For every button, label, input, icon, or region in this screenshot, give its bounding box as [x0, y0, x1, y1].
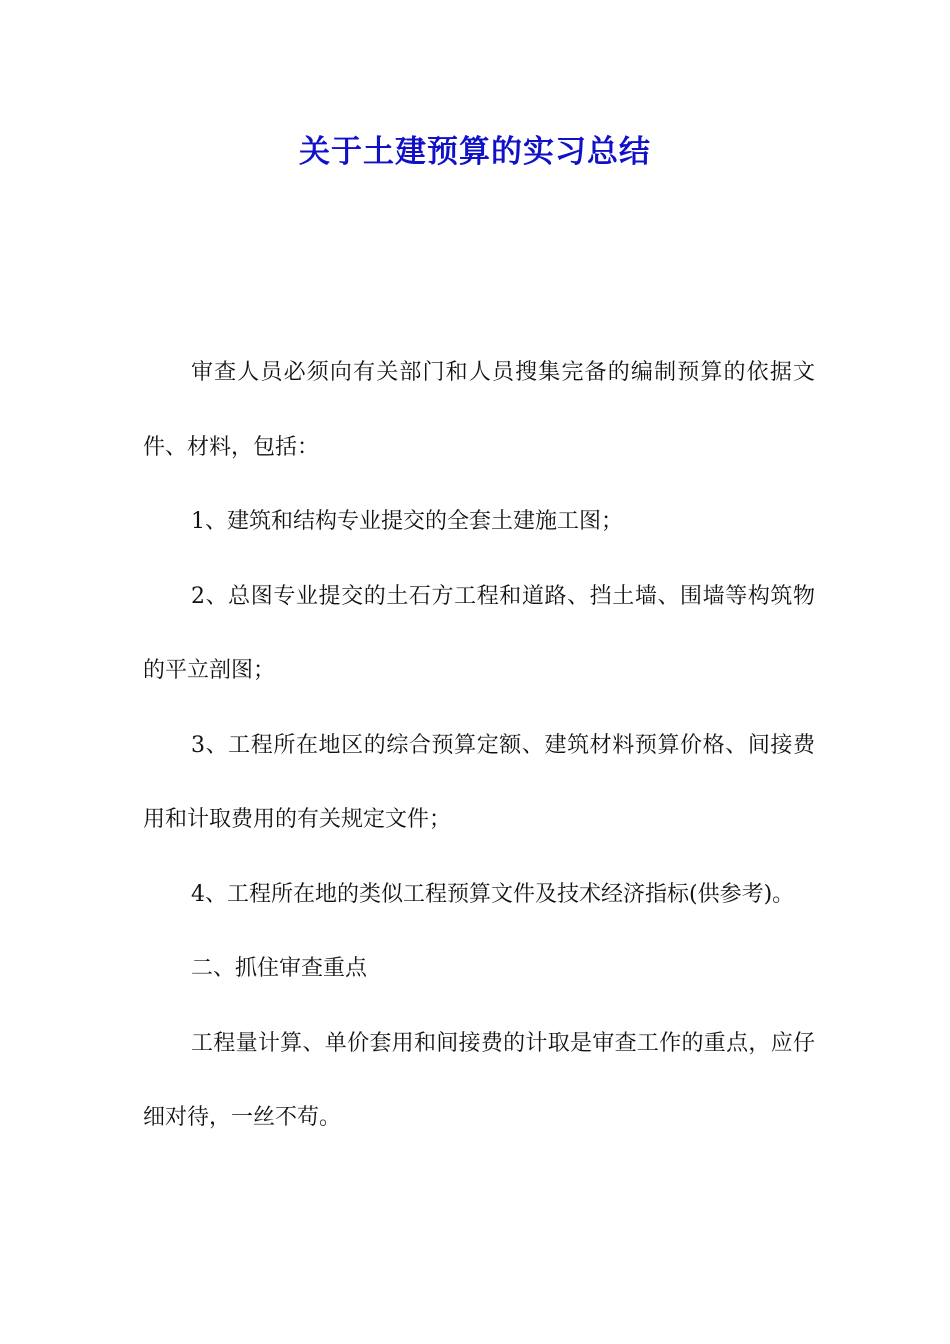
paragraph-item-4: 4、工程所在地的类似工程预算文件及技术经济指标(供参考)。	[191, 881, 795, 907]
document-title: 关于土建预算的实习总结	[299, 134, 651, 170]
section-heading-2: 二、抓住审查重点	[191, 956, 368, 981]
paragraph-item-3: 3、工程所在地区的综合预算定额、建筑材料预算价格、间接费用和计取费用的有关规定文件；	[143, 732, 815, 832]
paragraph-intro: 审查人员必须向有关部门和人员搜集完备的编制预算的依据文件、材料，包括：	[143, 360, 815, 460]
paragraph-review-focus: 工程量计算、单价套用和间接费的计取是审查工作的重点，应仔细对待，一丝不苟。	[143, 1030, 815, 1130]
paragraph-item-2: 2、总图专业提交的土石方工程和道路、挡土墙、围墙等构筑物的平立剖图；	[143, 583, 815, 683]
document-body	[143, 336, 815, 1156]
paragraph-item-1: 1、建筑和结构专业提交的全套土建施工图；	[191, 509, 623, 534]
